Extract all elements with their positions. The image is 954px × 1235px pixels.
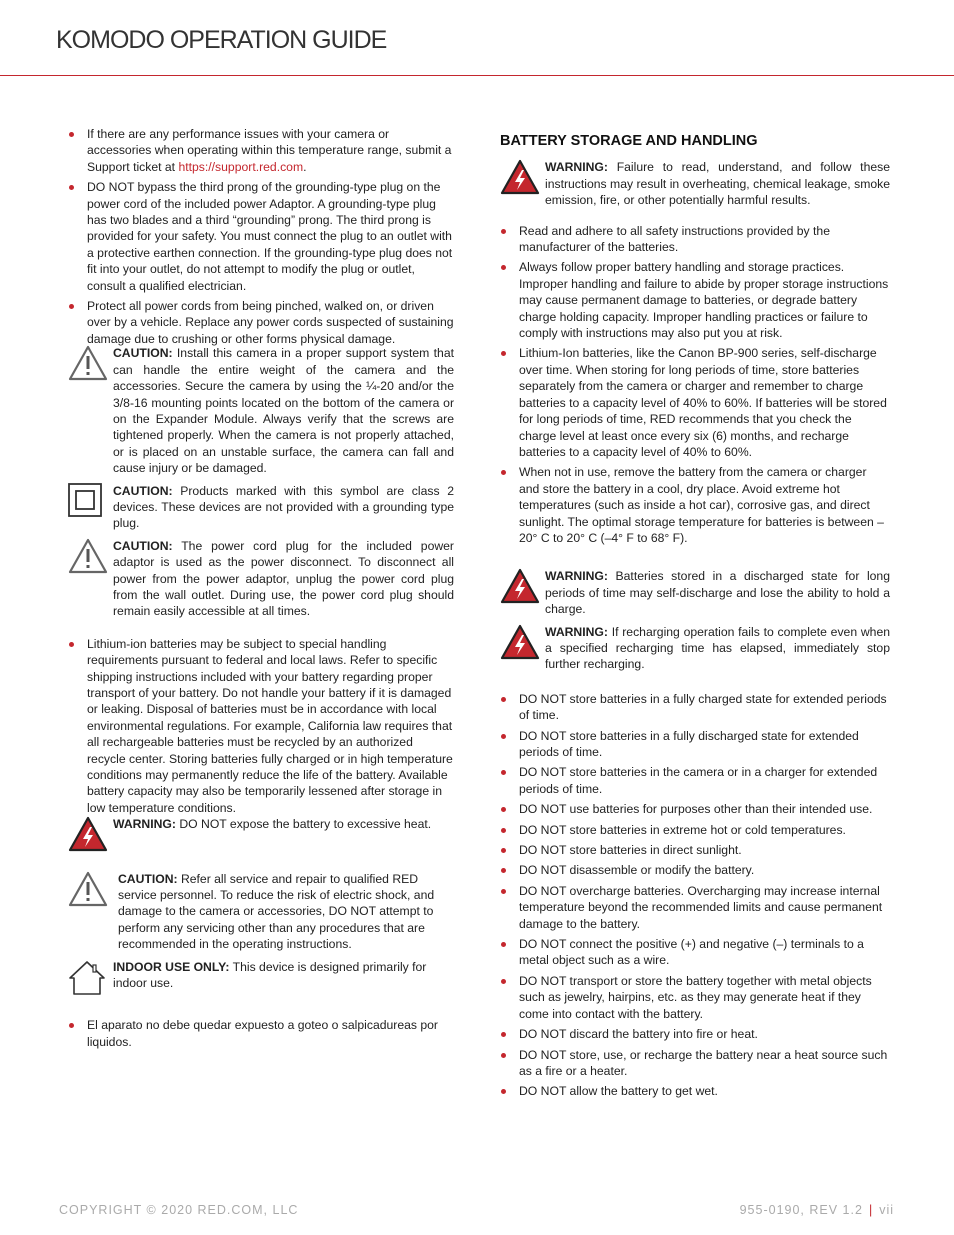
list-item: El aparato no debe quedar expuesto a goteo o salpicadureas por liquidos. [68, 1017, 454, 1050]
list-item: DO NOT use batteries for purposes other than their intended use. [500, 801, 890, 817]
list-item: Read and adhere to all safety instructions provided by the manufacturer of the batteries. [500, 223, 890, 256]
list-item: DO NOT store batteries in the camera or in a charger for extended periods of time. [500, 764, 890, 797]
list-item: DO NOT transport or store the battery together with metal objects such as jewelry, hairpins, etc. as they may generate heat if they come into contact with the battery. [500, 973, 890, 1022]
indoor-use-notice: INDOOR USE ONLY: This device is designed primarily for indoor use. [68, 959, 454, 1001]
warning-notice-instructions: WARNING: Failure to read, understand, and follow these instructions may result in overheating, chemical leakage, smoke emission, fire, or other potentially harmful results. [500, 159, 890, 208]
section-title: BATTERY STORAGE AND HANDLING [500, 133, 758, 149]
list-item: DO NOT store batteries in a fully charged state for extended periods of time. [500, 691, 890, 724]
list-item: DO NOT connect the positive (+) and negative (–) terminals to a metal object such as a wire. [500, 936, 890, 969]
warning-shock-icon [500, 624, 545, 664]
list-item: DO NOT bypass the third prong of the grounding-type plug on the power cord of the included power Adaptor. A grounding-type plug has two blades and a third “grounding” prong. The third prong is provided for your safety. You must connect the plug to an outlet with a protective earthen connection. If the grounding-type plug does not fit into your outlet, do not attempt to modify the plug or outlet, consult a qualified electrician. [68, 179, 454, 294]
list-item: DO NOT store batteries in a fully discharged state for extended periods of time. [500, 728, 890, 761]
footer-doc-number: 955-0190, REV 1.2 [739, 1203, 863, 1217]
caution-notice-power-plug: CAUTION: The power cord plug for the included power adaptor is used as the power disconnect. To disconnect all power from the power adaptor, unplug the power cord plug from the wall outlet. During use, the power cord plug should remain easily accessible at all times. [68, 538, 454, 620]
class2-square-icon [68, 483, 113, 521]
list-item: DO NOT disassemble or modify the battery. [500, 862, 890, 878]
list-item: Always follow proper battery handling and storage practices. Improper handling and failure to abide by proper storage instructions may cause permanent damage to batteries, or degrade battery charge holding capacity. Improper handling practices or failure to comply with instructions may also put you at risk. [500, 259, 890, 341]
warning-notice-heat: WARNING: DO NOT expose the battery to excessive heat. [68, 816, 454, 856]
page-header-title: KOMODO OPERATION GUIDE [56, 26, 387, 54]
caution-triangle-icon [68, 871, 118, 911]
left-bullets-top [68, 126, 454, 347]
support-link[interactable]: https://support.red.com [178, 159, 304, 174]
warning-notice-recharge: WARNING: If recharging operation fails to complete even when a specified recharging time has elapsed, immediately stop further recharging. [500, 624, 890, 673]
footer-page-number: vii [879, 1203, 894, 1217]
list-item: If there are any performance issues with your camera or accessories when operating within this temperature range, submit a Support ticket at https://support.red.com. [68, 126, 454, 175]
footer-copyright: COPYRIGHT © 2020 RED.COM, LLC [59, 1203, 299, 1217]
list-item: DO NOT store batteries in direct sunlight. [500, 842, 890, 858]
footer-separator: | [868, 1203, 874, 1217]
warning-shock-icon [500, 568, 545, 608]
caution-notice-service: CAUTION: Refer all service and repair to qualified RED service personnel. To reduce the risk of electric shock, and damage to the camera or accessories, DO NOT attempt to perform any servicing other than any procedures that are recommended in the operating instructions. [68, 871, 454, 953]
list-item: DO NOT store batteries in extreme hot or cold temperatures. [500, 822, 890, 838]
list-item: Lithium-ion batteries may be subject to special handling requirements pursuant to federal and local laws. Refer to specific shipping instructions included with your battery regarding proper transport of your battery. Do not handle your battery if it is damaged or leaking. Disposal of batteries must be in accordance with local environmental regulations. For example, California law requires that all rechargeable batteries must be recycled by an authorized recycle center. Storing batteries fully charged or in high temperature conditions may permanently reduce the life of the battery. Available battery capacity may also be temporarily lessened after storage in low temperature conditions. [68, 636, 454, 816]
caution-triangle-icon [68, 538, 113, 578]
left-bullets-bottom [68, 1017, 454, 1050]
caution-notice-class2: CAUTION: Products marked with this symbol are class 2 devices. These devices are not provided with a grounding type plug. [68, 483, 454, 532]
list-item: When not in use, remove the battery from the camera or charger and store the battery in a cool, dry place. Avoid extreme hot temperatures (such as inside a hot car), corrosive gas, and direct sunlight. The optimal storage temperature for batteries is between –20° C to 20° C (–4° F to 68° F). [500, 464, 890, 546]
left-column [68, 126, 454, 1054]
footer-page-info [740, 1203, 894, 1217]
caution-triangle-icon [68, 345, 113, 385]
list-item: DO NOT allow the battery to get wet. [500, 1083, 890, 1099]
caution-notice-mounting: CAUTION: Install this camera in a proper support system that can handle the entire weight of the camera and the accessories. Secure the camera by using the ¼-20 and/or the 3/8-16 mounting points located on the bottom of the camera or on the Expander Module. Always verify that the screws are tightened properly. When the camera is not properly attached, or is placed on an unstable surface, the camera can fall and cause injury or be damaged. [68, 345, 454, 476]
warning-shock-icon [500, 159, 545, 199]
left-bullets-battery [68, 636, 454, 816]
list-item: Lithium-Ion batteries, like the Canon BP-900 series, self-discharge over time. When storing for long periods of time, store batteries separately from the camera or charger and remember to charge batteries to a capacity level of 40% to 60%. If batteries will be stored for long periods of time, RED recommends that you check the charge level at least once every six (6) months, and recharge batteries to a capacity level of 40% to 60%. [500, 345, 890, 460]
right-column [500, 126, 890, 1104]
right-bullets-donot [500, 691, 890, 1100]
warning-shock-icon [68, 816, 113, 856]
right-bullets-top [500, 223, 890, 547]
header-divider [0, 75, 954, 76]
list-item: DO NOT store, use, or recharge the battery near a heat source such as a fire or a heater. [500, 1047, 890, 1080]
warning-notice-discharge: WARNING: Batteries stored in a discharged state for long periods of time may self-discharge and lose the ability to hold a charge. [500, 568, 890, 617]
list-item: Protect all power cords from being pinched, walked on, or driven over by a vehicle. Replace any power cords suspected of sustaining damage due to crushing or other forms physical damage. [68, 298, 454, 347]
list-item: DO NOT overcharge batteries. Overcharging may increase internal temperature beyond the recommended limits and cause permanent damage to the battery. [500, 883, 890, 932]
list-item: DO NOT discard the battery into fire or heat. [500, 1026, 890, 1042]
indoor-house-icon [68, 959, 113, 1001]
